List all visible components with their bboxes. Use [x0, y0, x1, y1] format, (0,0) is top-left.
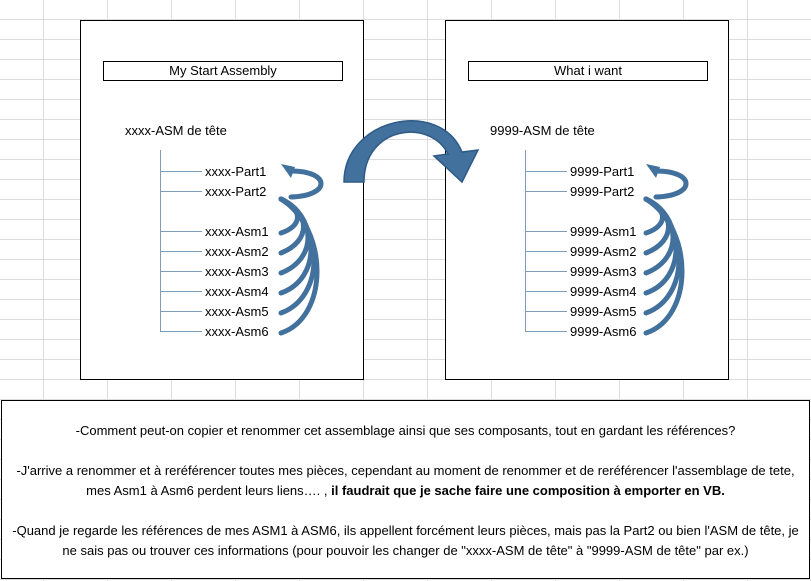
question-notes — [1, 400, 810, 579]
panel-title: My Start Assembly — [103, 61, 343, 81]
start-assembly-panel — [80, 20, 364, 380]
tree-item-asm4: xxxx-Asm4 — [205, 284, 269, 299]
tree-item-asm1: xxxx-Asm1 — [205, 224, 269, 239]
tree-item-part2: xxxx-Part2 — [205, 184, 267, 199]
panel-title: What i want — [468, 61, 708, 81]
tree-item-asm6: 9999-Asm6 — [570, 324, 637, 339]
tree-item-asm5: xxxx-Asm5 — [205, 304, 269, 319]
root-assembly-label: xxxx-ASM de tête — [125, 123, 227, 138]
question-2-part: -J'arrive a renommer et à reréférencer toutes mes pièces, cependant au moment de renommer et de reréférencer l'assemblage de tete, mes Asm1 à Asm6 perdent leurs liens…. , — [16, 463, 795, 498]
reference-arrows-icon — [446, 21, 730, 381]
tree-item-part1: xxxx-Part1 — [205, 164, 267, 179]
question-2-bold: il faudrait que je sache faire une composition à emporter en VB. — [331, 483, 725, 498]
tree-item-asm5: 9999-Asm5 — [570, 304, 637, 319]
target-assembly-panel — [445, 20, 729, 380]
tree-item-asm2: xxxx-Asm2 — [205, 244, 269, 259]
tree-item-asm2: 9999-Asm2 — [570, 244, 637, 259]
question-3-text: -Quand je regarde les références de mes ASM1 à ASM6, ils appellent forcément leurs pièces, mais pas la Part2 ou bien l'ASM de tête, je ne sais pas ou trouver ces informations (pour pouvoir les changer de "xxxx-ASM de tête" à "9999-ASM de tête" par ex.) — [12, 523, 799, 558]
tree-item-asm3: xxxx-Asm3 — [205, 264, 269, 279]
tree-item-asm6: xxxx-Asm6 — [205, 324, 269, 339]
tree-item-asm4: 9999-Asm4 — [570, 284, 637, 299]
tree-item-part2: 9999-Part2 — [570, 184, 635, 199]
curved-arrow-icon — [330, 100, 490, 190]
tree-item-asm3: 9999-Asm3 — [570, 264, 637, 279]
root-assembly-label: 9999-ASM de tête — [490, 123, 595, 138]
reference-arrows-icon — [81, 21, 365, 381]
question-2-text — [2, 461, 809, 501]
tree-item-part1: 9999-Part1 — [570, 164, 635, 179]
question-1-text: -Comment peut-on copier et renommer cet assemblage ainsi que ses composants, tout en gardant les références? — [75, 423, 736, 438]
tree-item-asm1: 9999-Asm1 — [570, 224, 637, 239]
